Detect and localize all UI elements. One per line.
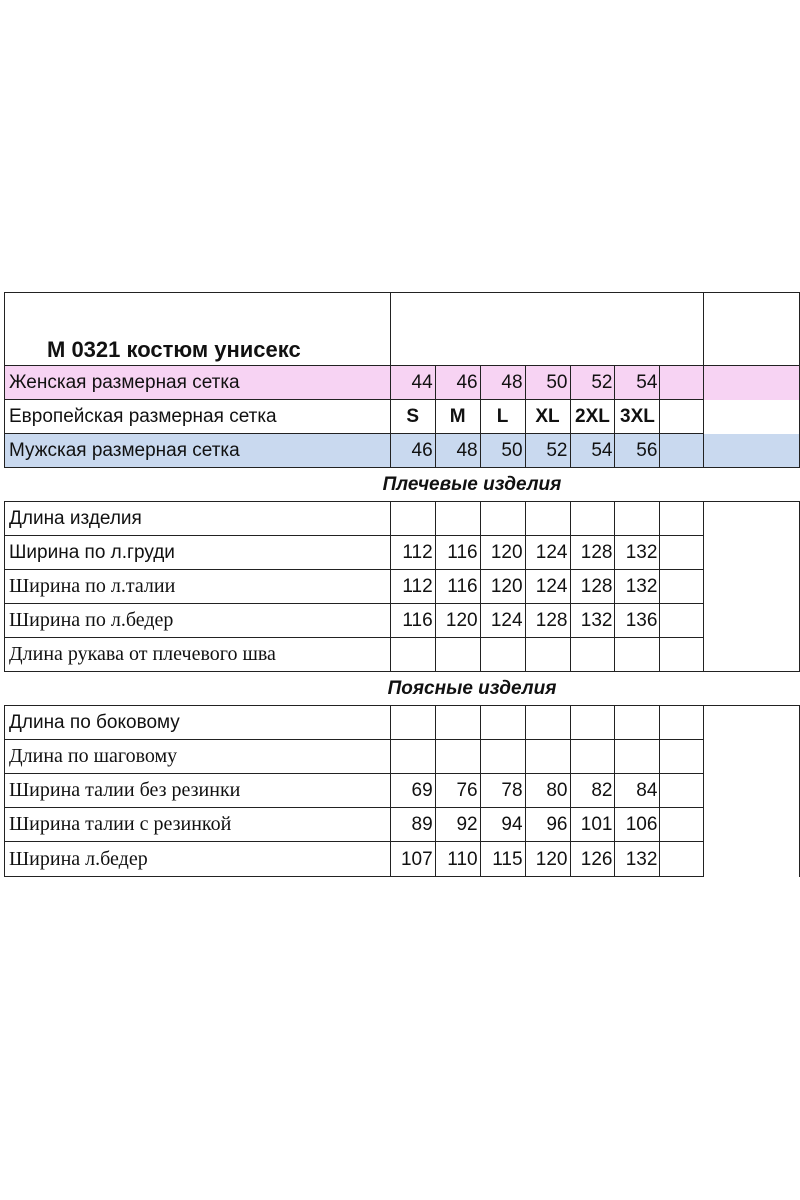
measurement-row bbox=[5, 536, 800, 570]
women-size-value: 48 bbox=[480, 366, 525, 400]
measurement-value: 69 bbox=[390, 774, 435, 808]
measurement-value: 116 bbox=[435, 570, 480, 604]
measurement-value: 116 bbox=[390, 604, 435, 638]
measurement-value: 76 bbox=[435, 774, 480, 808]
measurement-label: Ширина по л.груди bbox=[5, 536, 391, 570]
measurement-value bbox=[480, 706, 525, 740]
european-size-value: XL bbox=[525, 400, 570, 434]
shoulder-section-row bbox=[5, 468, 800, 502]
measurement-value: 124 bbox=[525, 536, 570, 570]
men-size-value: 46 bbox=[390, 434, 435, 468]
measurement-label: Ширина по л.бедер bbox=[5, 604, 391, 638]
men-size-value: 54 bbox=[570, 434, 615, 468]
measurement-label: Длина изделия bbox=[5, 502, 391, 536]
measurement-value bbox=[480, 502, 525, 536]
measurement-value: 78 bbox=[480, 774, 525, 808]
measurement-label: Длина рукава от плечевого шва bbox=[5, 638, 391, 672]
measurement-value: 120 bbox=[435, 604, 480, 638]
measurement-value bbox=[525, 502, 570, 536]
empty-cell bbox=[704, 706, 800, 740]
measurement-value: 128 bbox=[570, 536, 615, 570]
measurement-value: 92 bbox=[435, 808, 480, 842]
measurement-row bbox=[5, 706, 800, 740]
measurement-row bbox=[5, 570, 800, 604]
measurement-value: 84 bbox=[615, 774, 660, 808]
women-size-value: 54 bbox=[615, 366, 660, 400]
measurement-value: 89 bbox=[390, 808, 435, 842]
empty-cell bbox=[704, 400, 800, 434]
measurement-label: Ширина талии без резинки bbox=[5, 774, 391, 808]
women-size-value: 50 bbox=[525, 366, 570, 400]
measurement-row bbox=[5, 604, 800, 638]
measurement-value: 126 bbox=[570, 842, 615, 877]
measurement-value bbox=[525, 638, 570, 672]
measurement-value bbox=[435, 638, 480, 672]
empty-cell bbox=[660, 774, 704, 808]
measurement-label: Длина по шаговому bbox=[5, 740, 391, 774]
measurement-value bbox=[615, 638, 660, 672]
title-empty-cell bbox=[390, 293, 704, 366]
size-chart-body bbox=[5, 293, 800, 877]
measurement-value bbox=[570, 638, 615, 672]
measurement-row bbox=[5, 740, 800, 774]
measurement-value bbox=[615, 706, 660, 740]
page-title: М 0321 костюм унисекс bbox=[5, 293, 391, 366]
measurement-value: 132 bbox=[615, 536, 660, 570]
european-size-grid-row bbox=[5, 400, 800, 434]
men-size-grid-label: Мужская размерная сетка bbox=[5, 434, 391, 468]
empty-cell bbox=[704, 740, 800, 774]
empty-cell bbox=[660, 740, 704, 774]
size-chart-table bbox=[4, 292, 800, 877]
section-title: Плечевые изделия bbox=[5, 468, 800, 502]
european-size-value: M bbox=[435, 400, 480, 434]
women-size-value: 44 bbox=[390, 366, 435, 400]
measurement-value: 82 bbox=[570, 774, 615, 808]
women-size-value: 52 bbox=[570, 366, 615, 400]
measurement-label: Длина по боковому bbox=[5, 706, 391, 740]
measurement-label: Ширина талии с резинкой bbox=[5, 808, 391, 842]
empty-cell bbox=[660, 604, 704, 638]
empty-cell bbox=[704, 570, 800, 604]
measurement-row bbox=[5, 842, 800, 877]
women-size-grid-label: Женская размерная сетка bbox=[5, 366, 391, 400]
european-size-value: 3XL bbox=[615, 400, 660, 434]
measurement-value: 120 bbox=[525, 842, 570, 877]
measurement-value: 107 bbox=[390, 842, 435, 877]
measurement-value: 80 bbox=[525, 774, 570, 808]
measurement-value bbox=[480, 740, 525, 774]
measurement-value bbox=[570, 740, 615, 774]
measurement-value: 101 bbox=[570, 808, 615, 842]
women-size-value: 46 bbox=[435, 366, 480, 400]
measurement-value bbox=[435, 706, 480, 740]
empty-cell bbox=[704, 842, 800, 877]
men-size-grid-row bbox=[5, 434, 800, 468]
measurement-value bbox=[525, 706, 570, 740]
measurement-value: 132 bbox=[570, 604, 615, 638]
measurement-value bbox=[390, 502, 435, 536]
empty-cell bbox=[660, 536, 704, 570]
measurement-value bbox=[435, 740, 480, 774]
measurement-value bbox=[570, 502, 615, 536]
empty-cell bbox=[704, 536, 800, 570]
men-size-value: 48 bbox=[435, 434, 480, 468]
european-size-value: 2XL bbox=[570, 400, 615, 434]
women-size-grid-row bbox=[5, 366, 800, 400]
empty-cell bbox=[660, 434, 704, 468]
empty-cell bbox=[660, 842, 704, 877]
title-extra-cell bbox=[704, 293, 800, 366]
measurement-value bbox=[390, 706, 435, 740]
waist-section-row bbox=[5, 672, 800, 706]
measurement-value: 106 bbox=[615, 808, 660, 842]
empty-cell bbox=[704, 434, 800, 468]
empty-cell bbox=[704, 366, 800, 400]
measurement-value bbox=[435, 502, 480, 536]
measurement-value: 136 bbox=[615, 604, 660, 638]
measurement-value: 128 bbox=[525, 604, 570, 638]
measurement-value: 115 bbox=[480, 842, 525, 877]
section-title: Поясные изделия bbox=[5, 672, 800, 706]
measurement-value bbox=[480, 638, 525, 672]
measurement-value bbox=[615, 740, 660, 774]
men-size-value: 52 bbox=[525, 434, 570, 468]
measurement-value: 120 bbox=[480, 536, 525, 570]
measurement-value: 112 bbox=[390, 536, 435, 570]
measurement-value: 112 bbox=[390, 570, 435, 604]
empty-cell bbox=[660, 808, 704, 842]
measurement-value bbox=[570, 706, 615, 740]
empty-cell bbox=[704, 808, 800, 842]
empty-cell bbox=[660, 366, 704, 400]
title-row bbox=[5, 293, 800, 366]
measurement-row bbox=[5, 774, 800, 808]
measurement-value: 132 bbox=[615, 570, 660, 604]
empty-cell bbox=[704, 638, 800, 672]
empty-cell bbox=[660, 706, 704, 740]
empty-cell bbox=[660, 502, 704, 536]
empty-cell bbox=[704, 774, 800, 808]
empty-cell bbox=[660, 638, 704, 672]
measurement-row bbox=[5, 502, 800, 536]
measurement-label: Ширина по л.талии bbox=[5, 570, 391, 604]
measurement-value bbox=[525, 740, 570, 774]
empty-cell bbox=[704, 604, 800, 638]
measurement-value: 132 bbox=[615, 842, 660, 877]
measurement-row bbox=[5, 638, 800, 672]
empty-cell bbox=[660, 570, 704, 604]
empty-cell bbox=[704, 502, 800, 536]
measurement-row bbox=[5, 808, 800, 842]
measurement-value: 124 bbox=[480, 604, 525, 638]
measurement-value: 96 bbox=[525, 808, 570, 842]
european-size-value: L bbox=[480, 400, 525, 434]
measurement-value: 116 bbox=[435, 536, 480, 570]
measurement-value: 128 bbox=[570, 570, 615, 604]
measurement-value: 110 bbox=[435, 842, 480, 877]
measurement-value: 94 bbox=[480, 808, 525, 842]
measurement-value bbox=[615, 502, 660, 536]
measurement-label: Ширина л.бедер bbox=[5, 842, 391, 877]
measurement-value: 120 bbox=[480, 570, 525, 604]
european-size-grid-label: Европейская размерная сетка bbox=[5, 400, 391, 434]
men-size-value: 56 bbox=[615, 434, 660, 468]
european-size-value: S bbox=[390, 400, 435, 434]
measurement-value bbox=[390, 740, 435, 774]
measurement-value bbox=[390, 638, 435, 672]
measurement-value: 124 bbox=[525, 570, 570, 604]
empty-cell bbox=[660, 400, 704, 434]
men-size-value: 50 bbox=[480, 434, 525, 468]
